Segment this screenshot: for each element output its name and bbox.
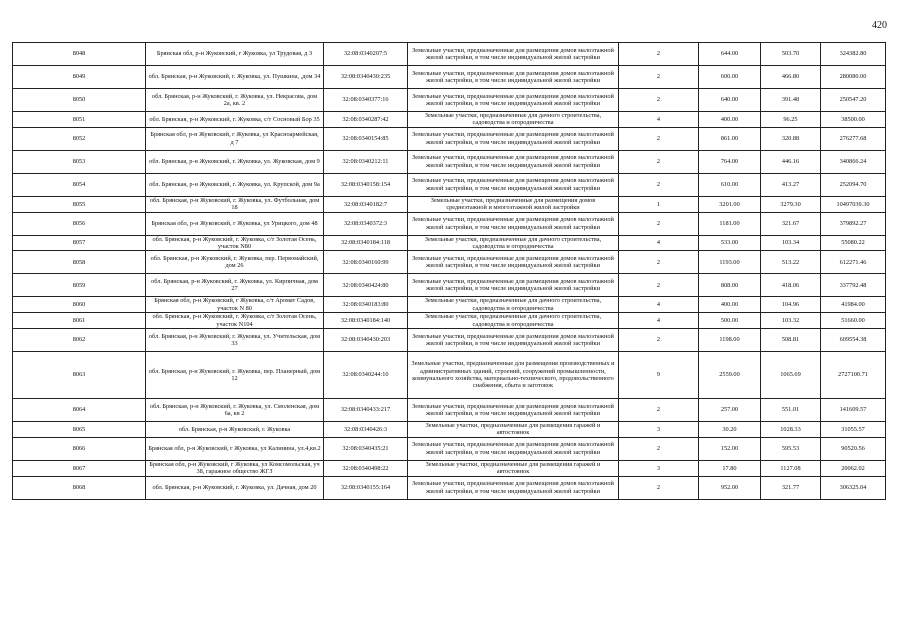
table-row: [13, 476, 886, 499]
address-cell: обл. Брянская, р-н Жуковский, г. Жуковка, ул. Крупской, дом 9а: [146, 173, 324, 196]
specific-value-cell: 1127.08: [761, 460, 821, 476]
land-use-cell: Земельные участки, предназначенные для размещения домов малоэтажной жилой застройки, в том числе индивидуальной жилой застройки: [408, 476, 619, 499]
cadastral-number-cell: 32:08:0340183:80: [324, 297, 408, 313]
area-cell: 861.00: [699, 127, 761, 150]
use-code-cell: 4: [619, 313, 699, 329]
cadastral-cost-cell: 10497039.30: [821, 196, 886, 212]
address-cell: обл. Брянская, р-н Жуковский, г. Жуковка, с/т Сосновый Бор 35: [146, 112, 324, 128]
specific-value-cell: 418.06: [761, 274, 821, 297]
specific-value-cell: 446.16: [761, 150, 821, 173]
cadastral-number-cell: 32:08:0340244:10: [324, 352, 408, 399]
table-row: [13, 112, 886, 128]
cadastral-number-cell: 32:08:0340212:11: [324, 150, 408, 173]
cadastral-cost-cell: 252094.70: [821, 173, 886, 196]
cadastral-cost-cell: 306325.04: [821, 476, 886, 499]
row-number-cell: 8066: [13, 437, 146, 460]
table-row: [13, 460, 886, 476]
address-cell: обл. Брянская, р-н Жуковский, г. Жуковка, ул. Футбольная, дом 18: [146, 196, 324, 212]
specific-value-cell: 595.53: [761, 437, 821, 460]
specific-value-cell: 513.22: [761, 251, 821, 274]
use-code-cell: 4: [619, 112, 699, 128]
cadastral-number-cell: 32:08:0340184:140: [324, 313, 408, 329]
address-cell: обл. Брянская, р-н Жуковский, г. Жуковка, ул. Учительская, дом 33: [146, 329, 324, 352]
area-cell: 640.00: [699, 89, 761, 112]
cadastral-cost-cell: 141609.57: [821, 399, 886, 422]
cadastral-number-cell: 32:08:0340430:203: [324, 329, 408, 352]
cadastral-number-cell: 32:08:0340160:99: [324, 251, 408, 274]
row-number-cell: 8067: [13, 460, 146, 476]
cadastral-number-cell: 32:08:0340184:118: [324, 235, 408, 251]
land-use-cell: Земельные участки, предназначенные для размещения домов малоэтажной жилой застройки, в том числе индивидуальной жилой застройки: [408, 66, 619, 89]
row-number-cell: 8050: [13, 89, 146, 112]
area-cell: 644.00: [699, 43, 761, 66]
use-code-cell: 2: [619, 66, 699, 89]
specific-value-cell: 104.96: [761, 297, 821, 313]
area-cell: 610.00: [699, 173, 761, 196]
use-code-cell: 2: [619, 127, 699, 150]
area-cell: 400.00: [699, 297, 761, 313]
cadastral-number-cell: 32:08:0340377:16: [324, 89, 408, 112]
row-number-cell: 8053: [13, 150, 146, 173]
specific-value-cell: 1065.69: [761, 352, 821, 399]
use-code-cell: 1: [619, 196, 699, 212]
specific-value-cell: 551.01: [761, 399, 821, 422]
row-number-cell: 8061: [13, 313, 146, 329]
address-cell: Брянская обл, р-н Жуковский, г Жуковка, ул Трудовая, д 3: [146, 43, 324, 66]
address-cell: обл. Брянская, р-н Жуковский, г. Жуковка, с/т Золотая Осень, участок N80: [146, 235, 324, 251]
table-row: [13, 150, 886, 173]
cadastral-cost-cell: 324382.80: [821, 43, 886, 66]
use-code-cell: 2: [619, 399, 699, 422]
row-number-cell: 8049: [13, 66, 146, 89]
land-use-cell: Земельные участки, предназначенные для размещения домов малоэтажной жилой застройки, в том числе индивидуальной жилой застройки: [408, 127, 619, 150]
address-cell: обл. Брянская, р-н Жуковский, г. Жуковка, пер. Планерный, дом 12: [146, 352, 324, 399]
area-cell: 2559.00: [699, 352, 761, 399]
land-use-cell: Земельные участки, предназначенные для размещения домов малоэтажной жилой застройки, в том числе индивидуальной жилой застройки: [408, 43, 619, 66]
use-code-cell: 2: [619, 437, 699, 460]
land-use-cell: Земельные участки, предназначенные для размещения гаражей и автостоянок: [408, 460, 619, 476]
address-cell: Брянская обл, р-н Жуковский, г Жуковка, ул Урицкого, дом 48: [146, 212, 324, 235]
cadastral-number-cell: 32:08:0340287:42: [324, 112, 408, 128]
specific-value-cell: 3279.30: [761, 196, 821, 212]
cadastral-cost-cell: 90520.56: [821, 437, 886, 460]
table-row: [13, 329, 886, 352]
use-code-cell: 4: [619, 235, 699, 251]
row-number-cell: 8063: [13, 352, 146, 399]
cadastral-number-cell: 32:08:0340155:164: [324, 476, 408, 499]
specific-value-cell: 503.70: [761, 43, 821, 66]
row-number-cell: 8055: [13, 196, 146, 212]
cadastral-number-cell: 32:08:0340430:235: [324, 66, 408, 89]
specific-value-cell: 321.77: [761, 476, 821, 499]
cadastral-number-cell: 32:08:0340158:154: [324, 173, 408, 196]
cadastral-number-cell: 32:08:0340435:21: [324, 437, 408, 460]
land-use-cell: Земельные участки, предназначенные для размещения производственных и административных зданий, строений, сооружений промышленности, коммунального хозяйства, материально-технического, продовольственного снабжения, сбыта и заготовок: [408, 352, 619, 399]
table-body: [13, 43, 886, 500]
use-code-cell: 9: [619, 352, 699, 399]
row-number-cell: 8054: [13, 173, 146, 196]
specific-value-cell: 391.48: [761, 89, 821, 112]
address-cell: Брянская обл, р-н Жуковский, г Жуковка, ул Комсомольская, уч 38, гаражное общество ЖГЗ: [146, 460, 324, 476]
area-cell: 3201.00: [699, 196, 761, 212]
use-code-cell: 3: [619, 422, 699, 438]
use-code-cell: 2: [619, 329, 699, 352]
address-cell: обл. Брянская, р-н Жуковский, г. Жуковка, с/т Золотая Осень, участок N104: [146, 313, 324, 329]
use-code-cell: 2: [619, 173, 699, 196]
cadastral-number-cell: 32:08:0340372:3: [324, 212, 408, 235]
cadastral-cost-cell: 20062.02: [821, 460, 886, 476]
land-use-cell: Земельные участки, предназначенные для дачного строительства, садоводства и огородничества: [408, 313, 619, 329]
cadastral-cost-cell: 337792.48: [821, 274, 886, 297]
row-number-cell: 8059: [13, 274, 146, 297]
land-use-cell: Земельные участки, предназначенные для размещения домов малоэтажной жилой застройки, в том числе индивидуальной жилой застройки: [408, 150, 619, 173]
cadastral-cost-cell: 38500.00: [821, 112, 886, 128]
specific-value-cell: 103.34: [761, 235, 821, 251]
specific-value-cell: 96.25: [761, 112, 821, 128]
table-row: [13, 196, 886, 212]
land-use-cell: Земельные участки, предназначенные для дачного строительства, садоводства и огородничества: [408, 297, 619, 313]
cadastral-number-cell: 32:08:0340154:85: [324, 127, 408, 150]
land-use-cell: Земельные участки, предназначенные для размещения домов малоэтажной жилой застройки, в том числе индивидуальной жилой застройки: [408, 173, 619, 196]
table-row: [13, 251, 886, 274]
cadastral-number-cell: 32:08:0340424:80: [324, 274, 408, 297]
use-code-cell: 3: [619, 460, 699, 476]
land-use-cell: Земельные участки, предназначенные для размещения домов малоэтажной жилой застройки, в том числе индивидуальной жилой застройки: [408, 212, 619, 235]
land-use-cell: Земельные участки, предназначенные для дачного строительства, садоводства и огородничества: [408, 112, 619, 128]
cadastral-number-cell: 32:08:0340433:217: [324, 399, 408, 422]
area-cell: 600.00: [699, 66, 761, 89]
cadastral-cost-cell: 612271.46: [821, 251, 886, 274]
land-use-cell: Земельные участки, предназначенные для дачного строительства, садоводства и огородничества: [408, 235, 619, 251]
land-use-cell: Земельные участки, предназначенные для размещения домов малоэтажной жилой застройки, в том числе индивидуальной жилой застройки: [408, 274, 619, 297]
address-cell: обл. Брянская, р-н Жуковский, г. Жуковка, ул. Жуковская, дом 9: [146, 150, 324, 173]
land-use-cell: Земельные участки, предназначенные для размещения домов малоэтажной жилой застройки, в том числе индивидуальной жилой застройки: [408, 329, 619, 352]
table-row: [13, 422, 886, 438]
table-row: [13, 173, 886, 196]
row-number-cell: 8048: [13, 43, 146, 66]
address-cell: Брянская обл, р-н Жуковский, г Жуковка, ул Калинина, ул.4,кв.2: [146, 437, 324, 460]
land-registry-table: [12, 42, 886, 500]
cadastral-cost-cell: 2727100.71: [821, 352, 886, 399]
use-code-cell: 2: [619, 150, 699, 173]
area-cell: 17.80: [699, 460, 761, 476]
use-code-cell: 2: [619, 274, 699, 297]
area-cell: 257.00: [699, 399, 761, 422]
specific-value-cell: 508.81: [761, 329, 821, 352]
address-cell: обл. Брянская, р-н Жуковский, г. Жуковка, ул. Дачная, дом 20: [146, 476, 324, 499]
address-cell: Брянская обл, р-н Жуковский, г Жуковка, с/т Аромат Садов, участок N 80: [146, 297, 324, 313]
table-row: [13, 235, 886, 251]
table-row: [13, 399, 886, 422]
use-code-cell: 2: [619, 89, 699, 112]
area-cell: 1198.00: [699, 329, 761, 352]
cadastral-cost-cell: 55080.22: [821, 235, 886, 251]
area-cell: 400.00: [699, 112, 761, 128]
row-number-cell: 8051: [13, 112, 146, 128]
specific-value-cell: 320.88: [761, 127, 821, 150]
land-use-cell: Земельные участки, предназначенные для размещения домов малоэтажной жилой застройки, в том числе индивидуальной жилой застройки: [408, 251, 619, 274]
area-cell: 500.00: [699, 313, 761, 329]
cadastral-number-cell: 32:08:0340182:7: [324, 196, 408, 212]
land-use-cell: Земельные участки, предназначенные для размещения домов малоэтажной жилой застройки, в том числе индивидуальной жилой застройки: [408, 89, 619, 112]
address-cell: обл. Брянская, р-н Жуковский, г. Жуковка, ул. Некрасова, дом 2а, кв. 2: [146, 89, 324, 112]
table-row: [13, 313, 886, 329]
cadastral-cost-cell: 379892.27: [821, 212, 886, 235]
table-row: [13, 437, 886, 460]
cadastral-number-cell: 32:08:0340498:22: [324, 460, 408, 476]
row-number-cell: 8062: [13, 329, 146, 352]
area-cell: 533.00: [699, 235, 761, 251]
row-number-cell: 8056: [13, 212, 146, 235]
row-number-cell: 8060: [13, 297, 146, 313]
table-row: [13, 43, 886, 66]
specific-value-cell: 413.27: [761, 173, 821, 196]
cadastral-cost-cell: 41984.00: [821, 297, 886, 313]
table-row: [13, 127, 886, 150]
land-use-cell: Земельные участки, предназначенные для размещения гаражей и автостоянок: [408, 422, 619, 438]
row-number-cell: 8057: [13, 235, 146, 251]
use-code-cell: 2: [619, 476, 699, 499]
table-row: [13, 89, 886, 112]
address-cell: обл. Брянская, р-н Жуковский, г. Жуковка: [146, 422, 324, 438]
address-cell: Брянская обл, р-н Жуковский, г Жуковка, ул Красноармейская, д 7: [146, 127, 324, 150]
table-row: [13, 352, 886, 399]
address-cell: обл. Брянская, р-н Жуковский, г. Жуковка, ул. Пушкина, ,дом 34: [146, 66, 324, 89]
land-use-cell: Земельные участки, предназначенные для размещения домов малоэтажной жилой застройки, в том числе индивидуальной жилой застройки: [408, 437, 619, 460]
area-cell: 1181.00: [699, 212, 761, 235]
table-row: [13, 297, 886, 313]
land-use-cell: Земельные участки, предназначенные для размещения домов малоэтажной жилой застройки, в том числе индивидуальной жилой застройки: [408, 399, 619, 422]
use-code-cell: 2: [619, 251, 699, 274]
specific-value-cell: 466.80: [761, 66, 821, 89]
table-row: [13, 66, 886, 89]
address-cell: обл. Брянская, р-н Жуковский, г. Жуковка, пер. Первомайский, дом 26: [146, 251, 324, 274]
specific-value-cell: 103.32: [761, 313, 821, 329]
row-number-cell: 8058: [13, 251, 146, 274]
cadastral-cost-cell: 250547.20: [821, 89, 886, 112]
cadastral-cost-cell: 340866.24: [821, 150, 886, 173]
cadastral-number-cell: 32:08:0340426:3: [324, 422, 408, 438]
address-cell: обл. Брянская, р-н Жуковский, г. Жуковка, ул. Кирпичная, дом 27: [146, 274, 324, 297]
area-cell: 764.00: [699, 150, 761, 173]
specific-value-cell: 1028.33: [761, 422, 821, 438]
area-cell: 1193.00: [699, 251, 761, 274]
table-row: [13, 212, 886, 235]
cadastral-cost-cell: 31055.57: [821, 422, 886, 438]
land-use-cell: Земельные участки, предназначенные для размещения домов среднеэтажной и многоэтажной жилой застройки: [408, 196, 619, 212]
cadastral-cost-cell: 609554.38: [821, 329, 886, 352]
area-cell: 808.00: [699, 274, 761, 297]
use-code-cell: 2: [619, 212, 699, 235]
use-code-cell: 2: [619, 43, 699, 66]
cadastral-cost-cell: 280080.00: [821, 66, 886, 89]
area-cell: 152.00: [699, 437, 761, 460]
area-cell: 30.20: [699, 422, 761, 438]
cadastral-cost-cell: 51660.00: [821, 313, 886, 329]
address-cell: обл. Брянская, р-н Жуковский, г. Жуковка, ул. Смоленская, дом 6а, кв 2: [146, 399, 324, 422]
page-number: 420: [872, 20, 887, 31]
table-row: [13, 274, 886, 297]
row-number-cell: 8068: [13, 476, 146, 499]
cadastral-number-cell: 32:08:0340207:5: [324, 43, 408, 66]
row-number-cell: 8064: [13, 399, 146, 422]
row-number-cell: 8052: [13, 127, 146, 150]
cadastral-cost-cell: 276277.68: [821, 127, 886, 150]
specific-value-cell: 321.67: [761, 212, 821, 235]
use-code-cell: 4: [619, 297, 699, 313]
area-cell: 952.00: [699, 476, 761, 499]
row-number-cell: 8065: [13, 422, 146, 438]
